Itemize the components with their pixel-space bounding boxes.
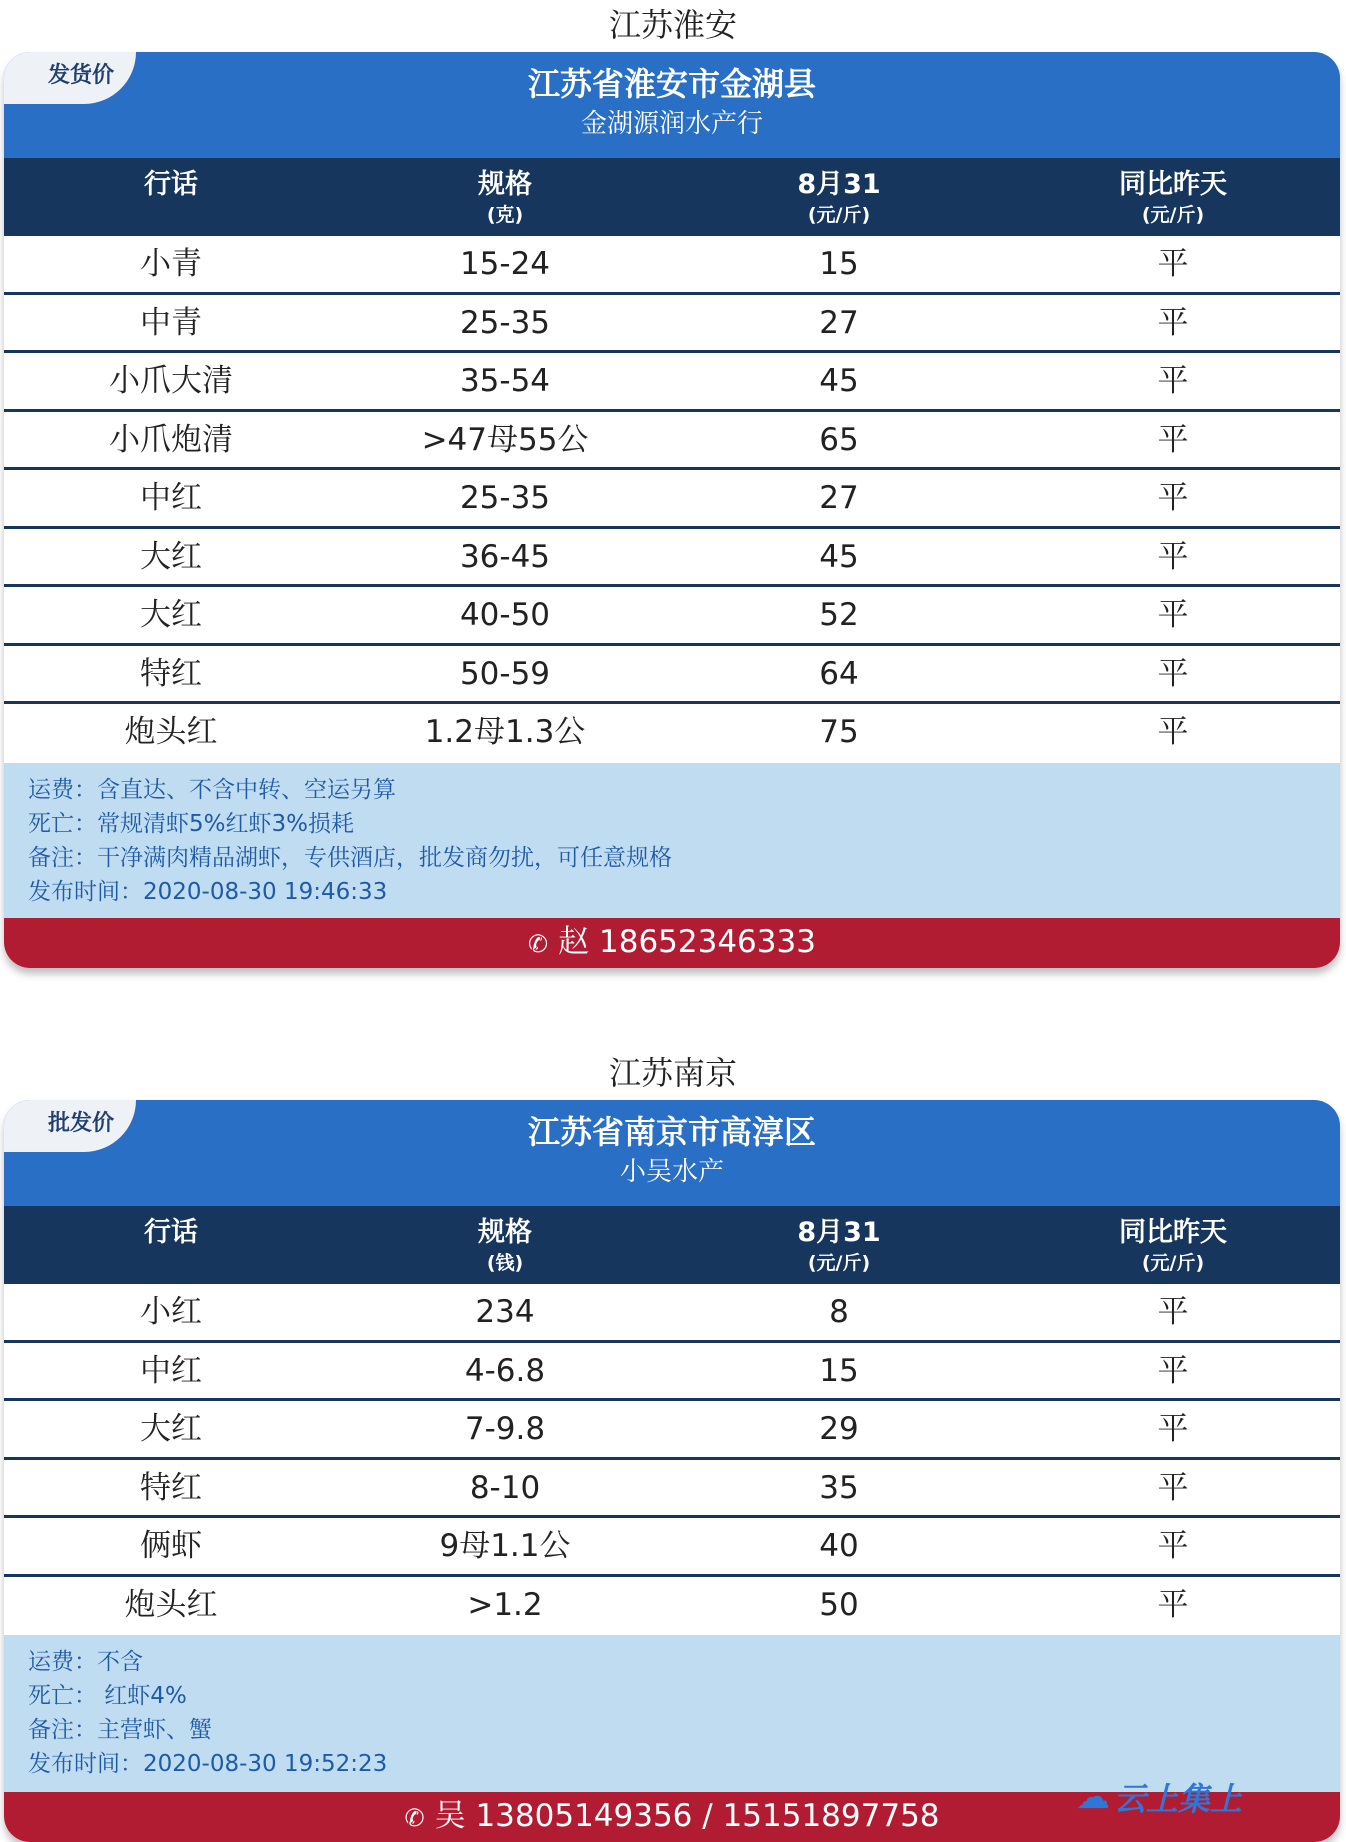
phone-icon: ✆	[528, 930, 549, 958]
col-header-spec: 规格 (克)	[478, 169, 532, 226]
table-row: 小红 234 8 平	[4, 1284, 1340, 1343]
col-header-change: 同比昨天 (元/斤)	[1119, 169, 1227, 226]
table-row: 炮头红 1.2母1.3公 75 平	[4, 704, 1340, 763]
table-row: 特红 8-10 35 平	[4, 1460, 1340, 1519]
table-row: 大红 40-50 52 平	[4, 587, 1340, 646]
table-row: 小青 15-24 15 平	[4, 236, 1340, 295]
table-header	[4, 1206, 1340, 1284]
note-mortality: 死亡：常规清虾5%红虾3%损耗	[28, 810, 354, 837]
note-remarks: 备注：干净满肉精品湖虾，专供酒店，批发商勿扰，可任意规格	[28, 844, 672, 871]
card-header	[4, 52, 1340, 158]
table-row: 中红 25-35 27 平	[4, 470, 1340, 529]
table-body	[4, 1284, 1340, 1635]
province-title: 江苏省南京市高淳区	[527, 1113, 816, 1151]
table-row: 小爪大清 35-54 45 平	[4, 353, 1340, 412]
price-card	[4, 1100, 1340, 1842]
card-header	[4, 1100, 1340, 1206]
table-row: 大红 7-9.8 29 平	[4, 1401, 1340, 1460]
logo-text: 云上集上	[1114, 1780, 1243, 1818]
col-header-slang: 行话	[144, 169, 198, 200]
cloud-icon: ☁	[1076, 1777, 1110, 1817]
notes-panel	[4, 1635, 1340, 1793]
table-row: 大红 36-45 45 平	[4, 529, 1340, 588]
table-row: 中青 25-35 27 平	[4, 295, 1340, 354]
brand-logo	[1076, 1774, 1242, 1820]
table-row: 特红 50-59 64 平	[4, 646, 1340, 705]
note-remarks: 备注：主营虾、蟹	[28, 1717, 212, 1743]
price-card	[4, 52, 1340, 968]
phone-number[interactable]: 赵 18652346333	[558, 924, 816, 960]
province-title: 江苏省淮安市金湖县	[527, 65, 816, 103]
col-header-price: 8月31 (元/斤)	[797, 169, 881, 226]
shop-name: 金湖源润水产行	[580, 109, 763, 139]
table-row: 炮头红 >1.2 50 平	[4, 1577, 1340, 1636]
table-body	[4, 236, 1340, 763]
note-publish-time: 发布时间：2020-08-30 19:52:23	[28, 1751, 388, 1777]
region-title: 江苏淮安	[608, 6, 737, 44]
note-publish-time: 发布时间：2020-08-30 19:46:33	[28, 878, 388, 905]
phone-icon: ✆	[404, 1804, 425, 1832]
col-header-slang: 行话	[144, 1217, 198, 1248]
col-header-change: 同比昨天 (元/斤)	[1119, 1217, 1227, 1274]
note-shipping: 运费：含直达、不含中转、空运另算	[28, 776, 396, 803]
note-shipping: 运费：不含	[28, 1649, 143, 1675]
col-header-spec: 规格 (钱)	[478, 1217, 532, 1274]
table-row: 小爪炮清 >47母55公 65 平	[4, 412, 1340, 471]
phone-number[interactable]: 吴 13805149356 / 15151897758	[434, 1798, 940, 1834]
price-type-tag: 批发价	[4, 1100, 136, 1152]
shop-name: 小吴水产	[619, 1157, 724, 1187]
price-type-tag: 发货价	[4, 52, 136, 104]
note-mortality: 死亡： 红虾4%	[28, 1683, 187, 1709]
table-row: 俩虾 9母1.1公 40 平	[4, 1518, 1340, 1577]
col-header-price: 8月31 (元/斤)	[797, 1217, 881, 1274]
notes-panel	[4, 763, 1340, 921]
phone-bar[interactable]	[4, 918, 1340, 968]
table-header	[4, 158, 1340, 236]
region-title: 江苏南京	[608, 1054, 737, 1092]
table-row: 中红 4-6.8 15 平	[4, 1343, 1340, 1402]
